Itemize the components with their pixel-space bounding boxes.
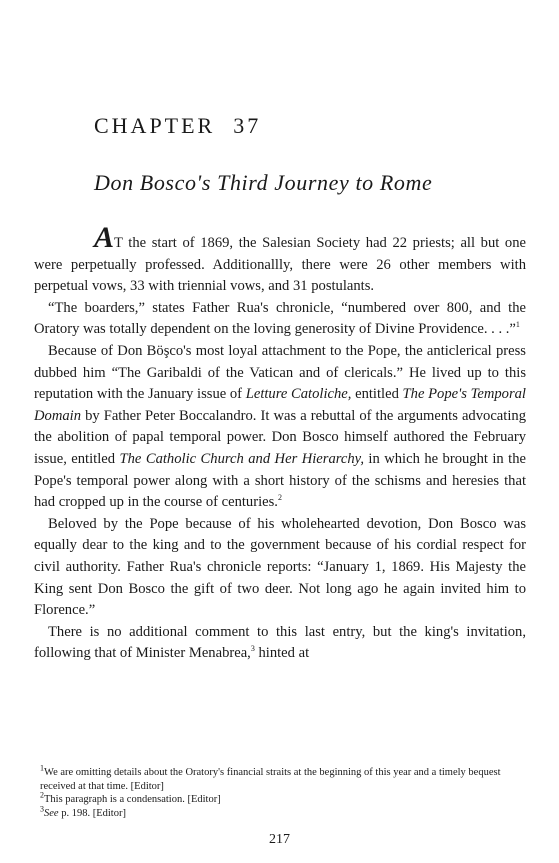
footnote-3-mark: 3: [40, 804, 44, 813]
paragraph-3: [34, 341, 526, 514]
paragraph-1-text: T the start of 1869, the Salesian Society had 22 priests; all but one were perpetually professed. Additionallly, there were 26 other members with perpetual vows, 33 with triennial vows, and 31 postulants.: [34, 235, 526, 295]
chapter-number: 37: [233, 113, 262, 138]
paragraph-5: [34, 622, 526, 665]
footnote-1-mark: 1: [40, 763, 44, 773]
paragraph-3-text-d: in which he brought in the Pope's temporal power along with a short history of the schisms and heresies that had cropped up in the course of centuries.: [34, 450, 527, 511]
paragraph-1: [34, 221, 526, 298]
footnote-ref-3: 3: [250, 644, 255, 654]
footnote-2-text: This paragraph is a condensation. [Editor]: [44, 794, 221, 805]
footnote-3-see: See: [44, 807, 59, 819]
paragraph-4: [34, 514, 526, 622]
footnote-ref-2: 2: [277, 493, 282, 503]
paragraph-5-text-b: hinted at: [254, 645, 310, 662]
body-text: [34, 221, 527, 665]
chapter-title: Don Bosco's Third Journey to Rome: [94, 170, 433, 195]
chapter-heading: [94, 113, 261, 139]
paragraph-4-text: Beloved by the Pope because of his wholehearted devotion, Don Bosco was equally dear to the king and to the government because of his cordial respect for civil authority. Father Rua's chronicle reports: “January 1, 1869. His Majesty the King sent Don Bosco the gift of two deer. Not long ago he again invited him to Florence.”: [34, 515, 526, 619]
footnote-3-text: p. 198. [Editor]: [58, 807, 126, 819]
italic-title-3: The Catholic Church and Her Hierarchy,: [119, 450, 364, 467]
paragraph-2: [34, 298, 526, 341]
footnotes: [34, 763, 526, 820]
footnote-3: [34, 804, 526, 821]
paragraph-3-text-c: by Father Peter Boccalandro. It was a rebuttal of the arguments advocating the abolition of papal temporal power. Don Bosco himself authored the February issue, entitled: [34, 407, 526, 467]
paragraph-5-text-a: There is no additional comment to this last entry, but the king's invitation, following that of Minister Menabrea,: [34, 623, 526, 662]
footnote-ref-1: 1: [515, 320, 520, 330]
page-number: 217: [269, 832, 290, 847]
paragraph-3-text-a: Because of Don Böşco's most loyal attachment to the Pope, the anticlerical press dubbed him “The Garibaldi of the Vatican and of clericals.” He lived up to this reputation with the January issue of: [34, 342, 526, 403]
paragraph-2-text: “The boarders,” states Father Rua's chronicle, “numbered over 800, and the Oratory was totally dependent on the loving generosity of Divine Providence. . . .”: [34, 299, 526, 338]
footnote-1: [34, 763, 526, 793]
drop-cap: A: [94, 221, 115, 254]
footnote-1-text: We are omitting details about the Oratory's financial straits at the beginning of this year and a timely bequest received at that time. [Editor]: [40, 767, 501, 792]
chapter-label: CHAPTER: [94, 113, 216, 138]
paragraph-3-text-b: entitled: [351, 386, 403, 403]
footnote-2: [34, 790, 526, 807]
footnote-2-mark: 2: [40, 790, 44, 800]
italic-title-1: Letture Catoliche,: [245, 386, 352, 403]
italic-title-2: The Pope's Temporal Domain: [34, 386, 526, 424]
